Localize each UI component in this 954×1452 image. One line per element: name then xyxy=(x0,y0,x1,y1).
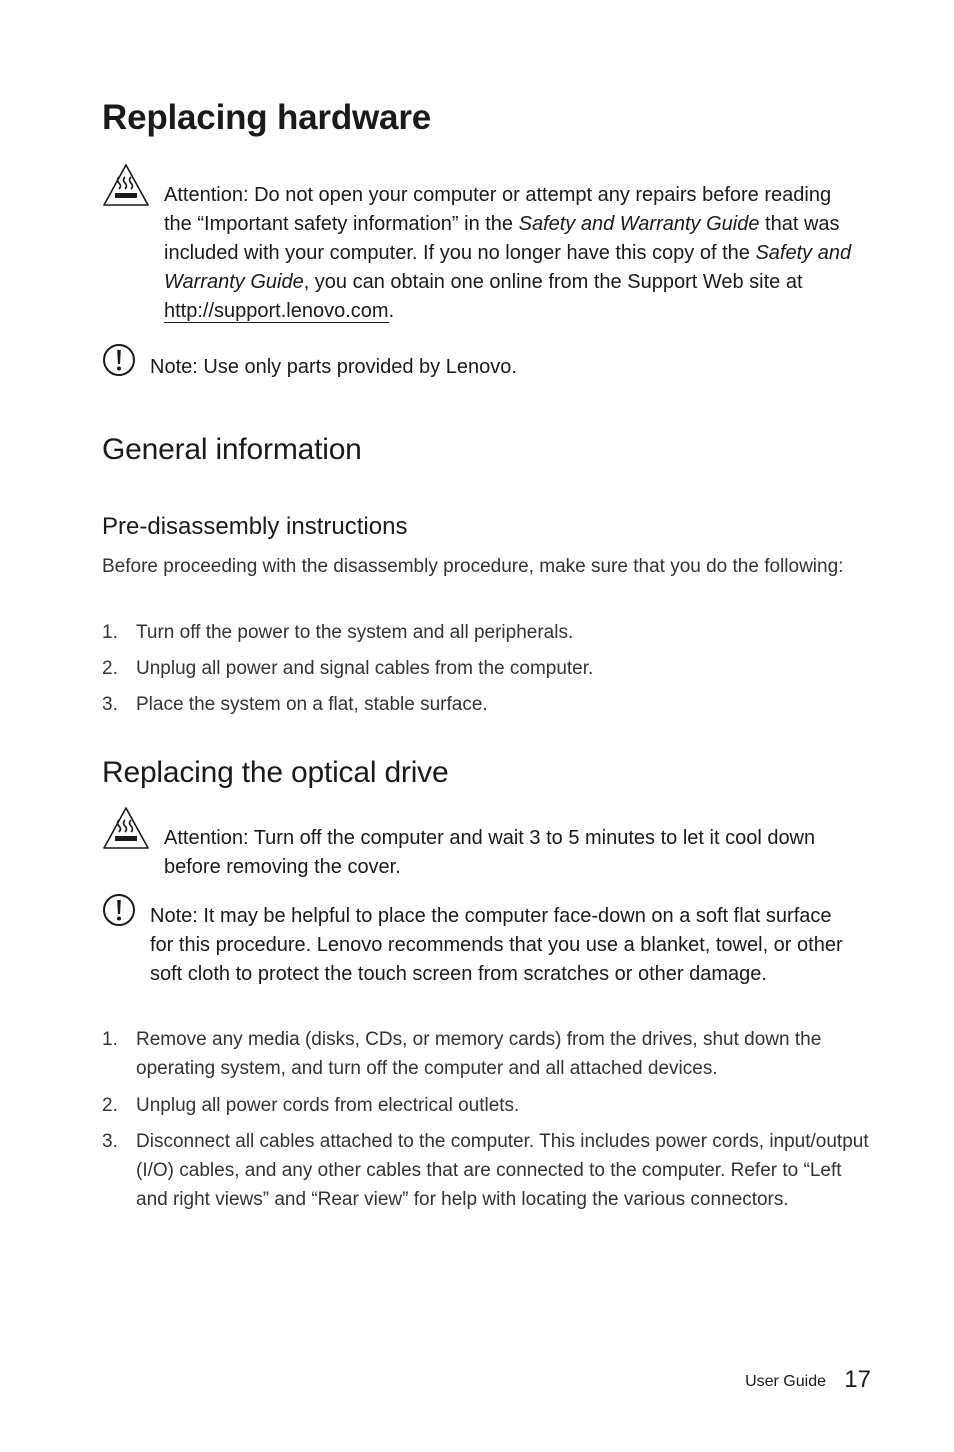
attention-text: Do not open your computer or attempt any repairs before reading the “Important safety information” in the xyxy=(164,184,832,235)
hot-surface-warning-icon xyxy=(102,806,150,855)
attention-text: , you can obtain one online from the Support Web site at xyxy=(303,271,803,293)
list-number: 3. xyxy=(102,694,118,715)
list-number: 1. xyxy=(102,622,118,643)
note-face-down-notice xyxy=(150,902,850,989)
note-parts-notice xyxy=(150,353,850,382)
list-item xyxy=(102,1091,872,1120)
attention-label: Attention: xyxy=(164,184,249,206)
guide-title: Safety and Warranty Guide xyxy=(518,213,760,235)
list-item xyxy=(102,1025,872,1083)
note-exclamation-icon xyxy=(102,343,136,382)
attention-label: Attention: xyxy=(164,827,249,849)
list-item xyxy=(102,1127,872,1214)
note-label: Note: xyxy=(150,905,198,927)
note-label: Note: xyxy=(150,356,198,378)
list-number: 2. xyxy=(102,658,118,679)
list-item xyxy=(102,690,872,719)
general-information-heading: General information xyxy=(102,433,362,466)
pre-disassembly-heading: Pre-disassembly instructions xyxy=(102,513,408,540)
attention-text: . xyxy=(388,300,395,322)
optical-drive-heading: Replacing the optical drive xyxy=(102,756,449,789)
note-text: Use only parts provided by Lenovo. xyxy=(197,356,517,378)
attention-text: that was included with your computer. If you no longer have this copy of the xyxy=(164,213,840,264)
list-item xyxy=(102,618,872,647)
support-link[interactable]: http://support.lenovo.com xyxy=(164,300,389,322)
list-number: 2. xyxy=(102,1095,118,1116)
attention-cooldown-notice xyxy=(164,824,854,882)
list-number: 3. xyxy=(102,1131,118,1152)
note-text: It may be helpful to place the computer face-down on a soft flat surface for this procedure. Lenovo recommends that you use a blanket, towel, or other soft cloth to protect the touch screen from scratches or other damage. xyxy=(150,905,843,985)
list-text: Disconnect all cables attached to the computer. This includes power cords, input/output (I/O) cables, and any other cables that are connected to the computer. Refer to “Left and right views” and “Rear view” for help with locating the various connectors. xyxy=(136,1131,869,1210)
page-title: Replacing hardware xyxy=(102,98,432,137)
list-item xyxy=(102,654,872,683)
pre-disassembly-intro: Before proceeding with the disassembly procedure, make sure that you do the following: xyxy=(102,556,844,577)
hot-surface-warning-icon xyxy=(102,163,150,212)
attention-text: Turn off the computer and wait 3 to 5 minutes to let it cool down before removing the cover. xyxy=(164,827,816,878)
list-number: 1. xyxy=(102,1029,118,1050)
guide-title: Safety and Warranty Guide xyxy=(164,242,852,293)
attention-safety-notice xyxy=(164,181,864,326)
list-text: Turn off the power to the system and all peripherals. xyxy=(136,622,574,643)
footer-label: User Guide xyxy=(745,1373,826,1390)
list-text: Unplug all power and signal cables from the computer. xyxy=(136,658,594,679)
list-text: Unplug all power cords from electrical outlets. xyxy=(136,1095,520,1116)
note-exclamation-icon xyxy=(102,893,136,932)
list-text: Remove any media (disks, CDs, or memory cards) from the drives, shut down the operating system, and turn off the computer and all attached devices. xyxy=(136,1029,822,1079)
list-text: Place the system on a flat, stable surface. xyxy=(136,694,488,715)
page-number: 17 xyxy=(844,1366,871,1393)
